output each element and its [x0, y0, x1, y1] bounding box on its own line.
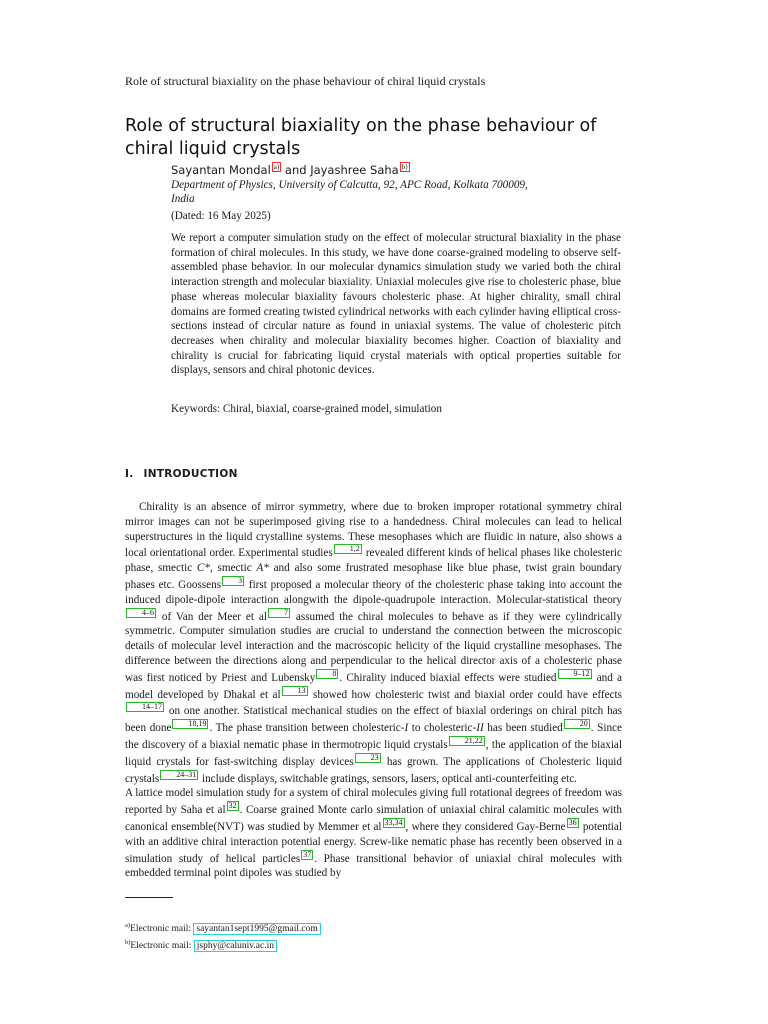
citation-link[interactable]: 13 [282, 686, 308, 696]
email-link[interactable]: jsphy@caluniv.ac.in [194, 940, 277, 952]
paper-title: Role of structural biaxiality on the phase behaviour of chiral liquid crystals [125, 116, 597, 159]
math-symbol: II [476, 722, 484, 735]
author-footnote-link[interactable]: a) [273, 163, 280, 171]
abstract: We report a computer simulation study on the effect of molecular structural biaxiality in the phase formation of chiral molecules. In this study, we have done coarse-grained modeling to observe self-assembled phase behavior. In our molecular dynamics simulation study we varied both the chiral interaction strength and molecular biaxiality. Uniaxial molecules give rise to cholesteric phase, blue phase whereas molecular biaxiality favours cholesteric phase. At higher chirality, small chiral domains are formed creating twisted cylindrical networks with each cylinder having elliptical cross-sections instead of circular nature as found in uniaxial systems. The value of cholesteric pitch decreases when chirality and molecular biaxiality becomes higher. Coaction of biaxiality and chirality is crucial for fabricating liquid crystal materials with optical properties suitable for displays, sensors and chiral photonic devices. [171, 232, 621, 377]
footnote-b [125, 936, 321, 953]
paragraph [125, 500, 622, 786]
footnote-a [125, 919, 321, 936]
text-run: . Since the discovery of a biaxial nematic phase in thermotropic liquid crystals [125, 722, 622, 751]
text-run: of Van der Meer et al [157, 610, 267, 623]
text-run: A lattice model simulation study for a system of chiral molecules giving full rotational degrees of freedom was reported by Saha et al [125, 787, 622, 817]
text-run: . Coarse grained Monte carlo simulation of uniaxial chiral calamitic molecules with canonical ensemble(NVT) was studied by Memmer et al [125, 804, 623, 833]
citation-link[interactable]: 4–6 [126, 608, 156, 618]
citation-link[interactable]: 3 [222, 576, 244, 586]
citation-link[interactable]: 9–12 [558, 669, 592, 679]
text-run: include displays, switchable gratings, sensors, lasers, optical anti-counterfeiting etc. [199, 772, 577, 785]
text-run: and also some frustrated mesophase like blue phase, twist grain boundary phases etc. Goossens [125, 562, 622, 591]
math-symbol: I [404, 722, 409, 735]
section-number: I. [125, 468, 134, 480]
citation-link[interactable]: 20 [564, 719, 590, 729]
text-run: revealed different kinds of helical phases like cholesteric phase, smectic [125, 547, 622, 575]
text-run: , smectic [209, 562, 257, 575]
citation-link[interactable]: 21,22 [449, 736, 485, 746]
text-run: first proposed a molecular theory of the cholesteric phase taking into account the induced dipole-dipole interaction alongwith the dipole-quadrupole interaction. Molecular-statistical theory [125, 578, 622, 606]
text-run: , where they considered Gay-Berne [405, 820, 566, 833]
body-text [125, 500, 622, 881]
footnotes [125, 919, 321, 953]
citation-link[interactable]: 14–17 [126, 702, 164, 712]
author-conjunction: and [284, 163, 307, 177]
section-heading [125, 468, 238, 480]
text-run: . The phase transition between cholesteric- [209, 722, 405, 735]
text-run: to cholesteric- [408, 722, 477, 735]
paragraph [125, 786, 622, 881]
author-name: Jayashree Saha [310, 163, 399, 177]
affiliation: Department of Physics, University of Calcutta, 92, APC Road, Kolkata 700009, India [171, 179, 528, 205]
author-footnote-link[interactable]: b) [401, 163, 408, 171]
math-symbol: A* [256, 562, 269, 575]
citation-link[interactable]: 1,2 [334, 544, 362, 554]
text-run: and a model developed by Dhakal et al [125, 671, 622, 701]
email-link[interactable]: sayantan1sept1995@gmail.com [193, 923, 320, 935]
text-run: Chirality is an absence of mirror symmetry, where due to broken improper rotational symmetry chiral mirror images can not be superimposed giving rise to a handedness. Chiral molecules can lead to helical superstructures in the liquid crystalline systems. These mesophases which are fluidic in nature, also shows a local orientational order. Experimental studies [125, 501, 622, 560]
citation-link[interactable]: 33,34 [384, 817, 403, 827]
dated-line: (Dated: 16 May 2025) [171, 210, 271, 222]
text-run: has been studied [483, 722, 563, 735]
section-title: INTRODUCTION [143, 468, 238, 480]
text-run: showed how cholesteric twist and biaxial order could have effects [308, 688, 622, 701]
citation-link[interactable]: 7 [268, 608, 290, 618]
footnote-mark: b) [125, 939, 131, 946]
keywords: Keywords: Chiral, biaxial, coarse-grained model, simulation [171, 403, 442, 415]
text-run: has grown. The applications of Cholesteric liquid crystals [125, 755, 623, 785]
author-name: Sayantan Mondal [171, 163, 271, 177]
citation-link[interactable]: 8 [316, 669, 338, 679]
citation-link[interactable]: 23 [355, 753, 381, 763]
citation-link[interactable]: 24–31 [160, 770, 198, 780]
citation-link[interactable]: 37 [303, 849, 312, 859]
citation-link[interactable]: 32 [228, 801, 237, 811]
text-run: potential with an additive chiral interaction potential energy. Screw-like nematic phase has recently been observed in a simulation study of helical particles [125, 820, 622, 865]
text-run: , the application of the biaxial liquid crystals for fast-switching display devices [125, 738, 622, 768]
footnote-label: Electronic mail: [130, 941, 194, 951]
footnote-label: Electronic mail: [130, 924, 194, 934]
text-run: . Chirality induced biaxial effects were studied [339, 671, 557, 684]
text-run: . Phase transitional behavior of uniaxial chiral molecules with embedded terminal point dipoles was studied by [125, 852, 622, 880]
text-run: assumed the chiral molecules to behave as if they were cylindrically symmetric. Computer simulation studies are crucial to understand the connection between the microscopic details of molecular level interaction and the macroscopic helicity of the liquid crystalline mesophases. The difference between the directions along and perpendicular to the helical director axis of a cholesteric phase was first noticed by Priest and Lubensky [125, 610, 622, 684]
footnote-mark: a) [125, 922, 131, 929]
citation-link[interactable]: 36 [568, 817, 577, 827]
running-head: Role of structural biaxiality on the phase behaviour of chiral liquid crystals [125, 74, 486, 88]
citation-link[interactable]: 18,19 [172, 719, 208, 729]
math-symbol: C* [196, 562, 210, 575]
text-run: on one another. Statistical mechanical studies on the effect of biaxial orderings on chiral pitch has been done [125, 705, 622, 735]
footnote-rule [125, 897, 173, 898]
author-line [171, 162, 410, 177]
